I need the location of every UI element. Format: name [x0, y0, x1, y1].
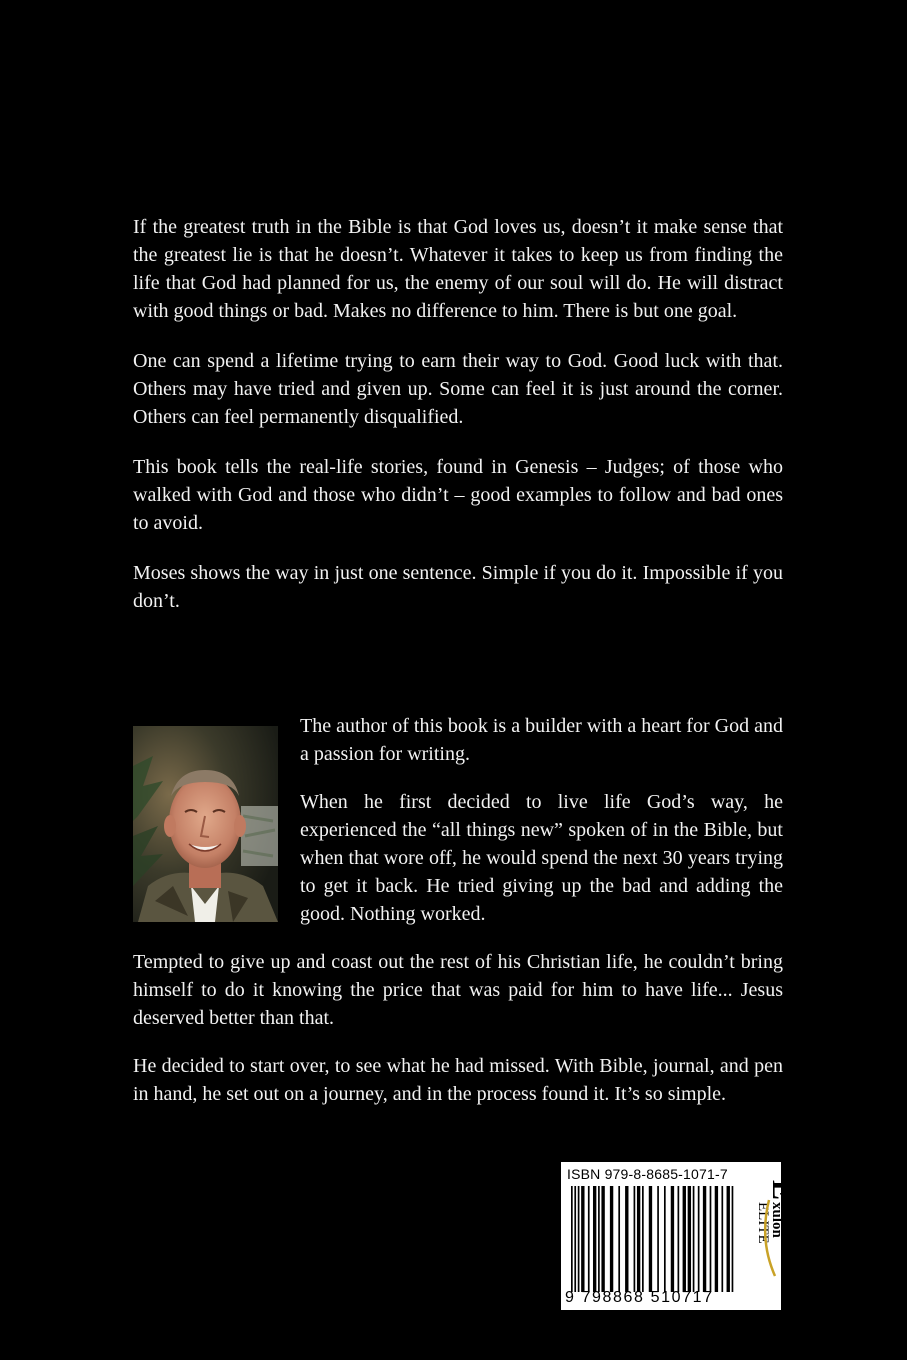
barcode-bar: [601, 1186, 604, 1292]
barcode-bar: [721, 1186, 723, 1292]
barcode-bar: [710, 1186, 712, 1292]
blurb-paragraph-3: This book tells the real-life stories, found in Genesis – Judges; of those who walked with God and those who didn’t – good examples to follow and bad ones to avoid.: [133, 456, 783, 534]
barcode-bar: [618, 1186, 620, 1292]
book-blurb: [133, 213, 783, 637]
author-bio: [133, 712, 783, 1128]
barcode-bar: [657, 1186, 659, 1292]
barcode-bars: [571, 1186, 735, 1292]
bio-paragraph-2: When he first decided to live life God’s way, he experienced the “all things new” spoken of in the Bible, but when that wore off, he would spend the next 30 years trying to get it back. He tried giving up the bad and adding the good. Nothing worked.: [300, 791, 783, 925]
blurb-paragraph-4: Moses shows the way in just one sentence. Simple if you do it. Impossible if you don’t.: [133, 562, 783, 612]
barcode-bar: [642, 1186, 644, 1292]
barcode-bar: [593, 1186, 596, 1292]
blurb-paragraph-1: If the greatest truth in the Bible is that God loves us, doesn’t it make sense that the greatest lie is that he doesn’t. Whatever it takes to keep us from finding the life that God had planned for us, the enemy of our soul will do. He will distract with good things or bad. Makes no difference to him. There is but one goal.: [133, 216, 783, 322]
barcode-bar: [598, 1186, 600, 1292]
isbn-label: ISBN 979-8-8685-1071-7: [567, 1166, 728, 1182]
barcode-bar: [578, 1186, 580, 1292]
svg-text:xulon: xulon: [769, 1202, 785, 1238]
barcode-bar: [649, 1186, 652, 1292]
bio-paragraph-1: The author of this book is a builder with a heart for God and a passion for writing.: [300, 715, 783, 765]
svg-text:E: E: [766, 1180, 799, 1201]
barcode-bar: [610, 1186, 613, 1292]
barcode-bar: [693, 1186, 695, 1292]
barcode-bar: [688, 1186, 691, 1292]
isbn-barcode: [561, 1162, 799, 1310]
barcode-bar: [715, 1186, 718, 1292]
barcode-bar: [588, 1186, 590, 1292]
barcode-bar: [671, 1186, 674, 1292]
barcode-bar: [703, 1186, 706, 1292]
barcode-bar: [637, 1186, 640, 1292]
barcode-bar: [571, 1186, 573, 1292]
svg-text:ELITE: ELITE: [755, 1202, 771, 1244]
barcode-bar: [625, 1186, 628, 1292]
barcode-bar: [727, 1186, 730, 1292]
barcode-bar: [664, 1186, 666, 1292]
barcode-bar: [698, 1186, 700, 1292]
xulon-elite-logo: [739, 1176, 799, 1302]
blurb-paragraph-2: One can spend a lifetime trying to earn their way to God. Good luck with that. Others may have tried and given up. Some can feel it is just around the corner. Others can feel permanently disqualified.: [133, 350, 783, 428]
barcode-bar: [634, 1186, 636, 1292]
bio-paragraph-4: He decided to start over, to see what he had missed. With Bible, journal, and pen in hand, he set out on a journey, and in the process found it. It’s so simple.: [133, 1055, 783, 1105]
author-photo: [133, 726, 278, 922]
isbn-digits: 9 798868 510717: [565, 1289, 714, 1306]
bio-paragraph-3: Tempted to give up and coast out the rest of his Christian life, he couldn’t bring himself to do it knowing the price that was paid for him to have life... Jesus deserved better than that.: [133, 951, 783, 1029]
barcode-bar: [678, 1186, 680, 1292]
barcode-bar: [581, 1186, 584, 1292]
barcode-bar: [732, 1186, 734, 1292]
barcode-bar: [683, 1186, 686, 1292]
barcode-bar: [574, 1186, 576, 1292]
